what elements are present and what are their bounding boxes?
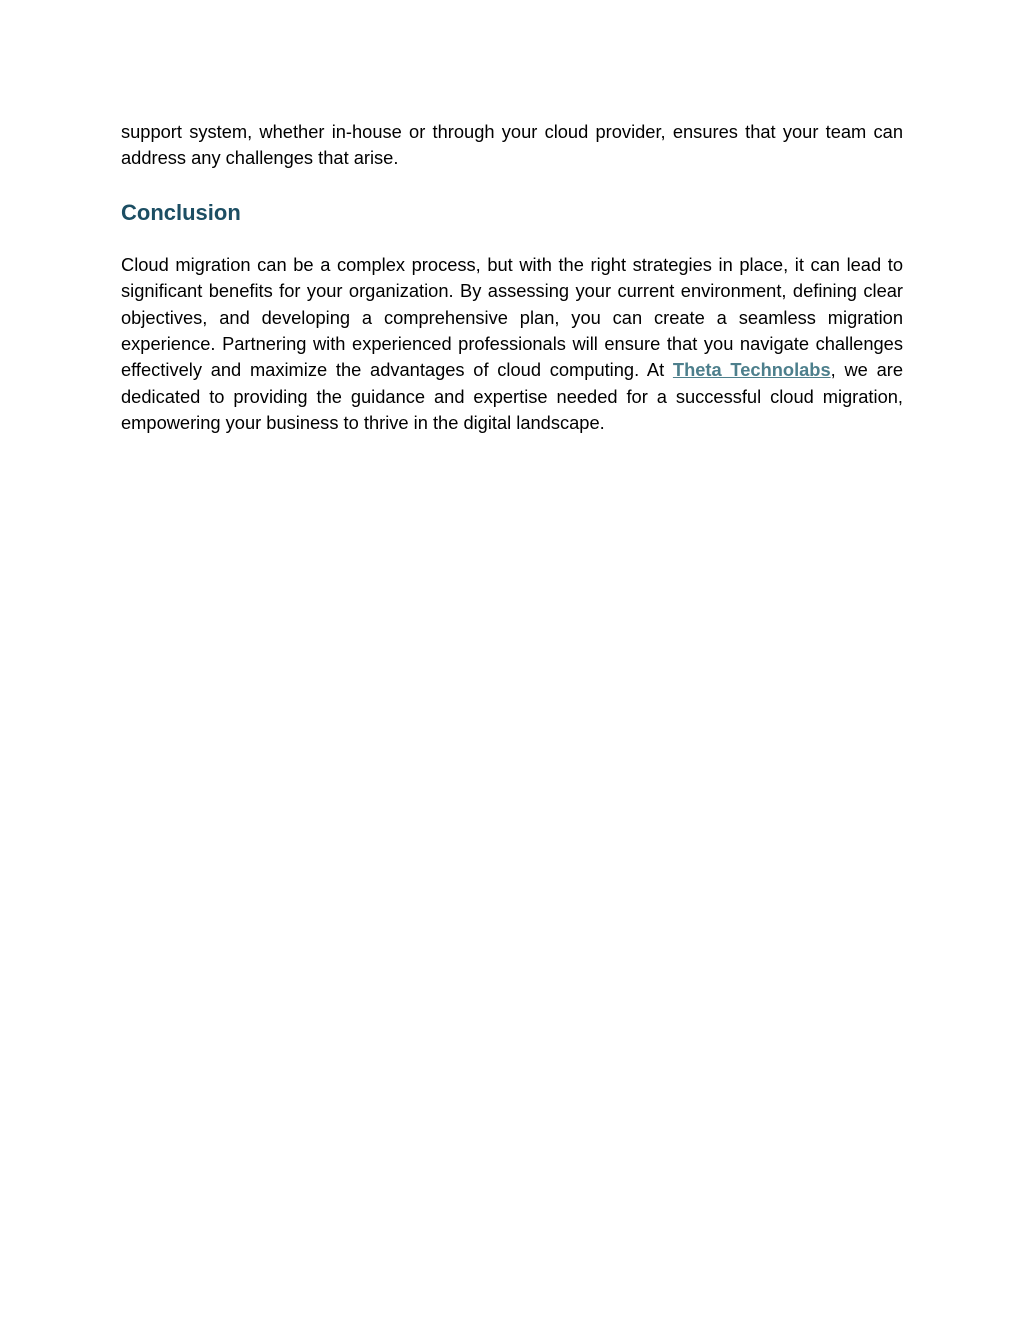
theta-technolabs-link[interactable]: Theta Technolabs — [672, 359, 831, 381]
conclusion-text-end: , we are dedicated to providing the guidance and expertise needed for a successful cloud migration, empowering your business to thrive in the digital landscape. — [121, 359, 904, 434]
conclusion-paragraph — [121, 252, 903, 437]
document-page — [121, 119, 903, 437]
intro-paragraph: support system, whether in-house or through your cloud provider, ensures that your team can address any challenges that arise. — [121, 121, 903, 169]
conclusion-text-start: Cloud migration can be a complex process, but with the right strategies in place, it can lead to significant benefits for your organization. By assessing your current environment, defining clear objectives, and developing a comprehensive plan, you can create a seamless migration experience. Partnering with experienced professionals will ensure that you navigate challenges effectively and maximize the advantages of cloud computing. At — [121, 253, 903, 381]
conclusion-heading: Conclusion — [121, 199, 241, 225]
